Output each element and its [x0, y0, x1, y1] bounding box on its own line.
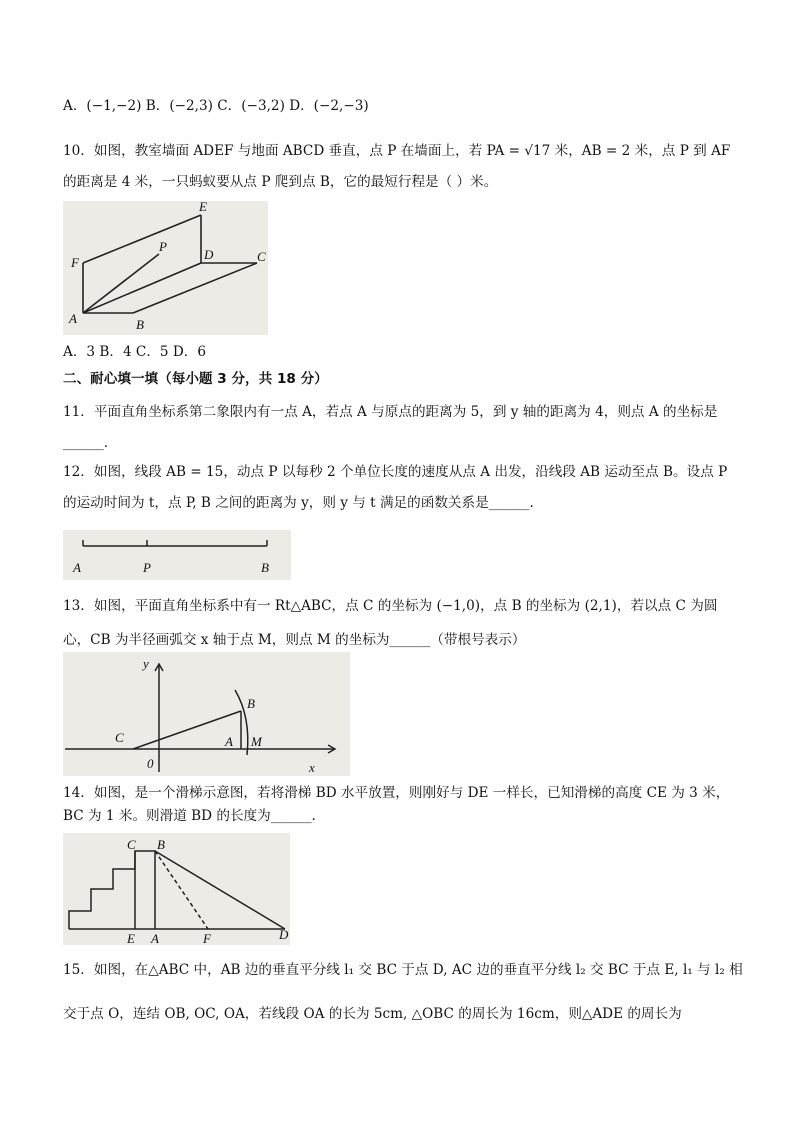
- q12-stem-line2: 的运动时间为 t，点 P, B 之间的距离为 y，则 y 与 t 满足的函数关系是______.: [63, 495, 534, 511]
- q13-stem-line2: 心，CB 为半径画弧交 x 轴于点 M，则点 M 的坐标为______（带根号表示）: [63, 632, 526, 648]
- q10-figure-svg: [63, 201, 268, 335]
- q13-label-origin: 0: [147, 756, 154, 771]
- q10-label-P: P: [159, 239, 167, 254]
- q13-figure: [63, 652, 350, 776]
- q12-figure: [63, 530, 291, 580]
- q14-slide-BD: [155, 851, 285, 929]
- q10-label-B: B: [136, 317, 144, 332]
- q14-label-D: D: [279, 927, 289, 942]
- q13-label-x: x: [309, 760, 315, 775]
- q13-label-y: y: [143, 656, 149, 671]
- q14-figure-svg: [63, 833, 290, 945]
- q10-edge-CB: [133, 263, 257, 313]
- q13-figure-svg: [63, 652, 350, 776]
- q14-label-E: E: [127, 931, 135, 945]
- q12-label-P: P: [143, 560, 151, 575]
- q12-label-A: A: [73, 560, 81, 575]
- q14-stairs: [69, 851, 155, 929]
- q10-label-F: F: [71, 255, 79, 270]
- q10-edge-FE: [83, 215, 201, 263]
- q14-label-F: F: [203, 931, 211, 945]
- q10-options: A．3 B．4 C．5 D．6: [63, 344, 207, 360]
- q10-figure: [63, 201, 268, 335]
- q14-stem-line2: BC 为 1 米。则滑道 BD 的长度为______.: [63, 808, 316, 824]
- q10-label-C: C: [257, 249, 266, 264]
- q14-label-B: B: [157, 837, 165, 852]
- q13-stem-line1: 13．如图，平面直角坐标系中有一 Rt△ABC，点 C 的坐标为 (−1,0)，点 B 的坐标为 (2,1)，若以点 C 为圆: [63, 598, 718, 614]
- section2-title: 二、耐心填一填（每小题 3 分，共 18 分）: [63, 371, 328, 387]
- q12-label-B: B: [261, 560, 269, 575]
- q15-stem-line2: 交于点 O，连结 OB, OC, OA，若线段 OA 的长为 5cm, △OBC 的周长为 16cm，则△ADE 的周长为: [63, 1006, 682, 1022]
- q13-label-B: B: [247, 696, 255, 711]
- q14-label-C: C: [127, 837, 136, 852]
- q10-edge-AD: [83, 263, 201, 313]
- q12-figure-svg: [63, 530, 291, 580]
- q10-stem-line1: 10．如图，教室墙面 ADEF 与地面 ABCD 垂直，点 P 在墙面上，若 PA = √17 米，AB = 2 米，点 P 到 AF: [63, 143, 731, 159]
- q13-label-M: M: [251, 734, 262, 749]
- q10-label-D: D: [204, 247, 214, 262]
- q11-stem-line1: 11．平面直角坐标系第二象限内有一点 A，若点 A 与原点的距离为 5，到 y 轴的距离为 4，则点 A 的坐标是: [63, 404, 718, 420]
- q14-figure: [63, 833, 290, 945]
- q14-label-A: A: [151, 931, 159, 945]
- q15-stem-line1: 15．如图，在△ABC 中，AB 边的垂直平分线 l₁ 交 BC 于点 D, AC 边的垂直平分线 l₂ 交 BC 于点 E, l₁ 与 l₂ 相: [63, 962, 743, 978]
- q13-label-A: A: [225, 734, 233, 749]
- q14-stem-line1: 14．如图，是一个滑梯示意图，若将滑梯 BD 水平放置，则刚好与 DE 一样长，已知滑梯的高度 CE 为 3 米，: [63, 785, 730, 801]
- q9-options: A．(−1,−2) B．(−2,3) C．(−3,2) D．(−2,−3): [63, 98, 369, 114]
- q10-label-E: E: [199, 201, 207, 214]
- q11-stem-line2: ______.: [63, 435, 109, 451]
- q12-stem-line1: 12．如图，线段 AB = 15，动点 P 以每秒 2 个单位长度的速度从点 A 出发，沿线段 AB 运动至点 B。设点 P: [63, 464, 728, 480]
- q10-stem-line2: 的距离是 4 米，一只蚂蚁要从点 P 爬到点 B，它的最短行程是（ ）米。: [63, 174, 498, 190]
- q14-segment-BF: [155, 851, 208, 929]
- q10-segment-AP: [83, 254, 159, 313]
- q13-label-C: C: [115, 730, 124, 745]
- q10-label-A: A: [69, 311, 77, 326]
